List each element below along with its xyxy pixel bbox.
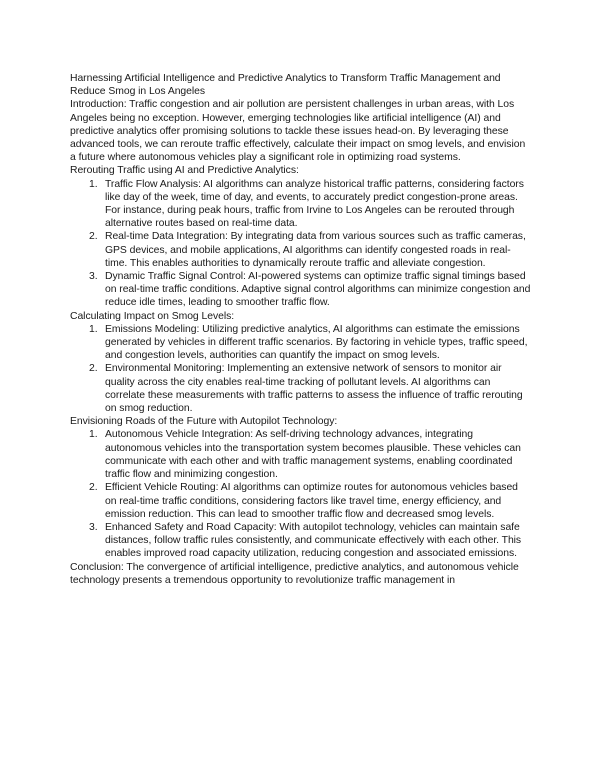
autopilot-list xyxy=(70,428,532,560)
list-item-number: 3. xyxy=(89,521,98,533)
section-heading-rerouting: Rerouting Traffic using AI and Predictive Analytics: xyxy=(70,165,299,177)
list-item-text: Autonomous Vehicle Integration: As self-driving technology advances, integrating autonomous vehicles into the transportation system becomes plausible. These vehicles can communicate with each other and with traffic management systems, enabling coordinated traffic flow and minimizing congestion. xyxy=(105,429,521,481)
list-item-number: 3. xyxy=(89,271,98,283)
list-item-text: Dynamic Traffic Signal Control: AI-powered systems can optimize traffic signal timings based on real-time traffic conditions. Adaptive signal control algorithms can minimize congestion and reduce idle times, leading to smoother traffic flow. xyxy=(105,271,531,309)
list-item xyxy=(70,481,532,521)
document-page xyxy=(70,72,532,587)
list-item-text: Traffic Flow Analysis: AI algorithms can analyze historical traffic patterns, considering factors like day of the week, time of day, and events, to accurately predict congestion-prone areas. For instance, during peak hours, traffic from Irvine to Los Angeles can be rerouted through alternative routes based on real-time data. xyxy=(105,178,524,230)
list-item-text: Real-time Data Integration: By integrating data from various sources such as traffic cameras, GPS devices, and mobile applications, AI algorithms can identify congested roads in real-time. This enables authorities to dynamically reroute traffic and alleviate congestion. xyxy=(105,231,526,269)
list-item-text: Enhanced Safety and Road Capacity: With autopilot technology, vehicles can maintain safe distances, follow traffic rules consistently, and communicate effectively with each other. This enables improved road capacity utilization, reducing congestion and associated emissions. xyxy=(105,521,522,560)
list-item-number: 2. xyxy=(89,363,98,375)
section-heading-smog: Calculating Impact on Smog Levels: xyxy=(70,310,235,322)
conclusion-paragraph: Conclusion: The convergence of artificial intelligence, predictive analytics, and autonomous vehicle technology presents a tremendous opportunity to revolutionize traffic management in xyxy=(70,561,519,586)
list-item-number: 2. xyxy=(89,231,98,243)
list-item xyxy=(70,230,532,270)
document-title: Harnessing Artificial Intelligence and Predictive Analytics to Transform Traffic Management and Reduce Smog in Los Angeles xyxy=(70,73,501,98)
list-item-text: Emissions Modeling: Utilizing predictive analytics, AI algorithms can estimate the emissions generated by vehicles in different traffic scenarios. By factoring in vehicle types, traffic speed, and congestion levels, authorities can quantify the impact on smog levels. xyxy=(105,323,528,362)
introduction-paragraph: Introduction: Traffic congestion and air pollution are persistent challenges in urban areas, with Los Angeles being no exception. However, emerging technologies like artificial intelligence (AI) and predictive analytics offer promising solutions to tackle these issues head-on. By leveraging these advanced tools, we can reroute traffic effectively, calculate their impact on smog levels, and envision a future where autonomous vehicles play a significant role in optimizing road systems. xyxy=(70,99,526,164)
smog-list xyxy=(70,323,532,415)
list-item-text: Efficient Vehicle Routing: AI algorithms can optimize routes for autonomous vehicles based on real-time traffic conditions, considering factors like travel time, energy efficiency, and emission reduction. This can lead to smoother traffic flow and decreased smog levels. xyxy=(105,482,518,520)
list-item-number: 1. xyxy=(89,178,98,190)
list-item xyxy=(70,362,532,415)
list-item-number: 1. xyxy=(89,323,98,335)
list-item-text: Environmental Monitoring: Implementing an extensive network of sensors to monitor air quality across the city enables real-time tracking of pollutant levels. AI algorithms can correlate these measurements with traffic patterns to assess the influence of traffic rerouting on smog reduction. xyxy=(105,363,523,415)
list-item xyxy=(70,178,532,231)
section-heading-autopilot: Envisioning Roads of the Future with Autopilot Technology: xyxy=(70,416,338,428)
list-item-number: 1. xyxy=(89,429,98,441)
list-item-number: 2. xyxy=(89,482,98,494)
rerouting-list xyxy=(70,178,532,310)
list-item xyxy=(70,428,532,481)
list-item xyxy=(70,270,532,310)
list-item xyxy=(70,323,532,363)
list-item xyxy=(70,521,532,561)
